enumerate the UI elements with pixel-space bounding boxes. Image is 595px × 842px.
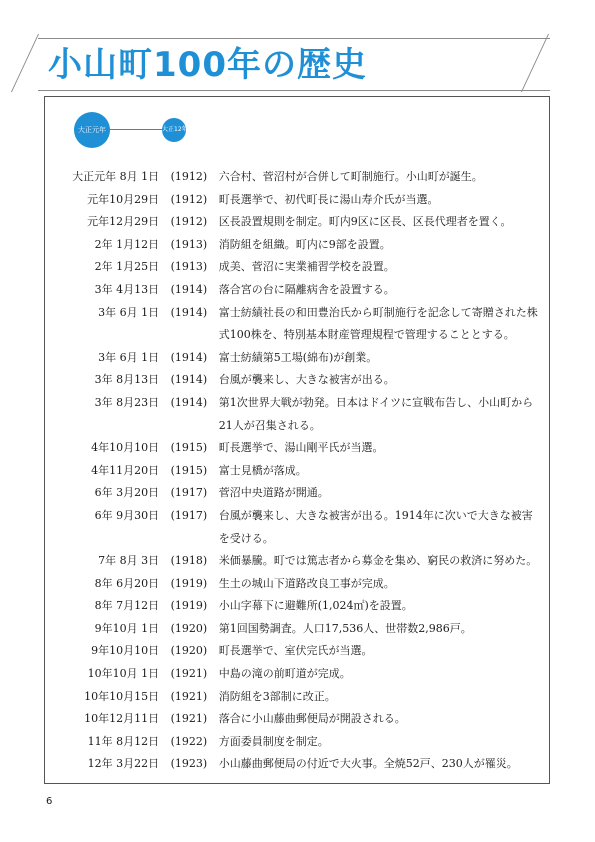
event-year: (1915) xyxy=(170,441,208,455)
timeline-row xyxy=(60,663,540,686)
timeline-row xyxy=(60,550,540,573)
title-rule-bottom xyxy=(38,90,550,91)
event-description: 町長選挙で、初代町長に湯山寿介氏が当選。 xyxy=(218,192,439,206)
event-year: (1914) xyxy=(170,282,208,296)
event-year: (1919) xyxy=(170,576,208,590)
event-description: 菅沼中央道路が開通。 xyxy=(218,486,329,500)
event-description: 落合に小山藤曲郵便局が開設される。 xyxy=(218,712,406,726)
event-year: (1920) xyxy=(170,644,208,658)
event-date: 10年10月 1日 xyxy=(87,667,160,681)
event-year: (1921) xyxy=(170,667,208,681)
event-description: 落合宮の台に隔離病舎を設置する。 xyxy=(218,282,395,296)
event-description: 六合村、菅沼村が合併して町制施行。小山町が誕生。 xyxy=(218,170,483,183)
timeline-row xyxy=(60,618,540,641)
timeline-row xyxy=(60,482,540,505)
event-date: 大正元年 8月 1日 xyxy=(72,170,160,183)
event-year: (1921) xyxy=(170,712,208,726)
event-date: 4年10月10日 xyxy=(91,441,160,455)
event-date: 10年12月11日 xyxy=(84,712,160,726)
event-year: (1921) xyxy=(170,689,208,703)
event-date: 9年10月10日 xyxy=(91,644,160,658)
event-description: 消防組を3部制に改正。 xyxy=(218,689,336,703)
title-slant-right xyxy=(521,34,549,92)
event-date: 3年 4月13日 xyxy=(94,282,160,296)
event-year: (1918) xyxy=(170,554,208,568)
event-date: 11年 8月12日 xyxy=(87,734,160,748)
page-title: 小山町100年の歴史 xyxy=(48,45,367,85)
event-description: 米価暴騰。町では篤志者から募金を集め、窮民の救済に努めた。 xyxy=(218,554,538,568)
title-slant-left xyxy=(11,34,39,92)
event-description: 小山字幕下に避難所(1,024㎡)を設置。 xyxy=(218,599,413,613)
page-number: 6 xyxy=(46,796,53,807)
event-date: 12年 3月22日 xyxy=(87,757,160,771)
event-date: 3年 8月23日 xyxy=(94,395,160,409)
event-year: (1912) xyxy=(170,192,208,206)
timeline-row xyxy=(60,686,540,709)
event-year: (1913) xyxy=(170,237,208,251)
event-year: (1913) xyxy=(170,260,208,274)
event-description: 台風が襲来し、大きな被害が出る。 xyxy=(218,373,395,387)
event-description: 小山藤曲郵便局の付近で大火事。全焼52戸、230人が罹災。 xyxy=(218,757,518,771)
event-year: (1915) xyxy=(170,463,208,477)
timeline-row xyxy=(60,189,540,212)
event-description: 富士紡績第5工場(綿布)が創業。 xyxy=(218,350,378,364)
event-date: 2年 1月25日 xyxy=(94,260,160,274)
era-end-badge: 大正12年 xyxy=(162,118,186,142)
event-description: 第1回国勢調査。人口17,536人、世帯数2,986戸。 xyxy=(218,621,472,635)
era-range xyxy=(74,112,204,148)
timeline-row xyxy=(60,166,540,189)
event-date: 6年 3月20日 xyxy=(94,486,160,500)
event-year: (1917) xyxy=(170,508,208,522)
title-rule-top xyxy=(38,38,550,39)
timeline-row xyxy=(60,369,540,392)
timeline-list xyxy=(60,166,540,776)
era-connector-line xyxy=(110,129,162,130)
event-description: 町長選挙で、室伏完氏が当選。 xyxy=(218,644,373,658)
timeline-row xyxy=(60,279,540,302)
event-date: 3年 6月 1日 xyxy=(98,350,160,364)
event-date: 4年11月20日 xyxy=(91,463,160,477)
event-description: 生土の城山下道路改良工事が完成。 xyxy=(218,576,395,590)
event-description: 富士紡績社長の和田豊治氏から町制施行を記念して寄贈された株式100株を、特別基本財産管理規程で管理することとする。 xyxy=(218,305,538,342)
timeline-row xyxy=(60,708,540,731)
timeline-row xyxy=(60,392,540,437)
timeline-row xyxy=(60,234,540,257)
event-year: (1914) xyxy=(170,373,208,387)
event-year: (1917) xyxy=(170,486,208,500)
event-date: 6年 9月30日 xyxy=(94,508,160,522)
event-description: 台風が襲来し、大きな被害が出る。1914年に次いで大きな被害を受ける。 xyxy=(218,508,533,545)
event-date: 3年 6月 1日 xyxy=(98,305,160,319)
timeline-row xyxy=(60,640,540,663)
event-date: 8年 7月12日 xyxy=(94,599,160,613)
event-year: (1914) xyxy=(170,305,208,319)
timeline-row xyxy=(60,347,540,370)
timeline-row xyxy=(60,302,540,347)
timeline-row xyxy=(60,211,540,234)
timeline-row xyxy=(60,731,540,754)
event-year: (1920) xyxy=(170,621,208,635)
event-description: 区長設置規則を制定。町内9区に区長、区長代理者を置く。 xyxy=(218,215,512,229)
event-year: (1919) xyxy=(170,599,208,613)
timeline-row xyxy=(60,256,540,279)
timeline-row xyxy=(60,573,540,596)
event-date: 2年 1月12日 xyxy=(94,237,160,251)
event-date: 元年12月29日 xyxy=(87,215,160,229)
event-date: 8年 6月20日 xyxy=(94,576,160,590)
event-date: 9年10月 1日 xyxy=(94,621,160,635)
event-year: (1914) xyxy=(170,395,208,409)
event-year: (1912) xyxy=(170,215,208,229)
event-description: 第1次世界大戦が勃発。日本はドイツに宣戦布告し、小山町から21人が召集される。 xyxy=(218,395,534,432)
event-year: (1923) xyxy=(170,757,208,771)
event-date: 3年 8月13日 xyxy=(94,373,160,387)
event-date: 10年10月15日 xyxy=(84,689,160,703)
event-year: (1914) xyxy=(170,350,208,364)
event-date: 7年 8月 3日 xyxy=(98,554,160,568)
era-start-badge: 大正元年 xyxy=(74,112,110,148)
event-year: (1922) xyxy=(170,734,208,748)
timeline-row xyxy=(60,505,540,550)
timeline-row xyxy=(60,460,540,483)
event-description: 中島の滝の前町道が完成。 xyxy=(218,667,351,681)
event-description: 消防組を組織。町内に9部を設置。 xyxy=(218,237,391,251)
timeline-row xyxy=(60,753,540,776)
timeline-row xyxy=(60,595,540,618)
event-description: 成美、菅沼に実業補習学校を設置。 xyxy=(218,260,395,274)
event-year: (1912) xyxy=(170,170,208,183)
event-description: 町長選挙で、湯山剛平氏が当選。 xyxy=(218,441,384,455)
event-date: 元年10月29日 xyxy=(87,192,160,206)
event-description: 方面委員制度を制定。 xyxy=(218,734,329,748)
timeline-row xyxy=(60,437,540,460)
event-description: 富士見橋が落成。 xyxy=(218,463,307,477)
